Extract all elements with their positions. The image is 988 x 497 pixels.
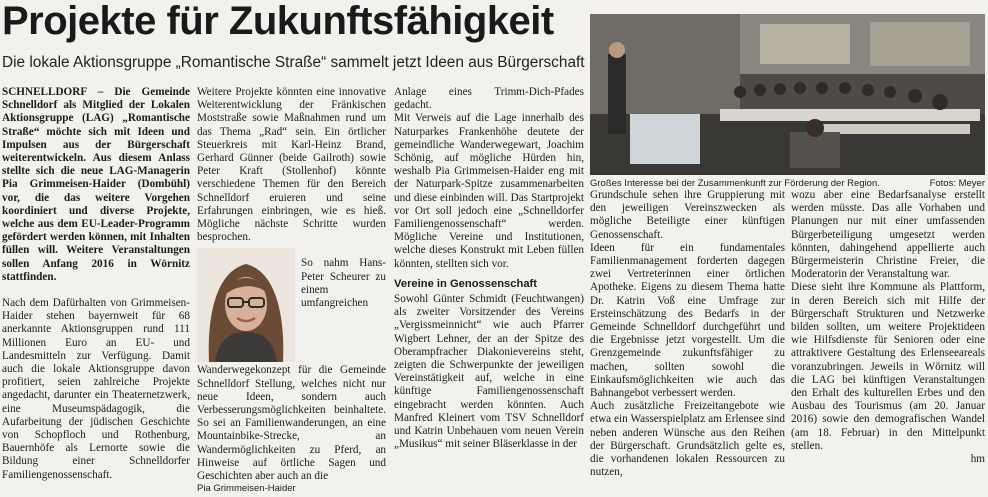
body-paragraph: Ideen für ein fundamentales Familienmanagement forderten dagegen zwei Vertreterinnen einer örtlichen Apotheke. Eigens zu diesem Thema hatte Dr. Katrin Voß eine Umfrage zur Ersteinschätzung des Bedarfs in der Gemeinde Schnelldorf durchgeführt und die Ergebnisse jetzt vorgestellt. Um die Grenzgemeinde zukunftsfähiger zu machen, sollten sowohl die Einkaufsmöglichkeiten wie auch das Bahnangebot verbessert werden.: [590, 241, 785, 400]
headline: Projekte für Zukunftsfähigkeit: [2, 0, 554, 43]
event-photo: [590, 14, 985, 175]
column-4: [590, 189, 785, 479]
column-5: [791, 189, 985, 466]
column-3: [394, 86, 584, 451]
body-paragraph: Auch zusätzliche Freizeitangebote wie etwa ein Wasserspielplatz am Erlensee sind neben anderen Wünsche aus den Reihen der Bürgerschaft. Grundsätzlich gelte es, die vorhandenen lokalen Ressourcen zu nutzen,: [590, 400, 785, 479]
photo-credit: Fotos: Meyer: [929, 178, 985, 189]
portrait-caption: Pia Grimmeisen-Haider: [197, 483, 296, 495]
author-signoff: hm: [970, 453, 985, 466]
body-paragraph: Weitere Projekte könnten eine innovative Weiterentwicklung der Fränkischen Moststraße sowie Maßnahmen rund um das Thema „Rad“ sein. Ein örtlicher Steuerkreis mit Karl-Heinz Brand, Gerhard Günner (beide Gailroth) sowie Peter Kraft (Stollenhof) könnte verschiedene Themen für den Bereich Schnelldorf eruieren und seine Erfahrungen einbringen, wie es hieß. Mögliche nächste Schritte wurden besprochen.: [197, 86, 386, 244]
body-paragraph: wozu aber eine Bedarfsanalyse erstellt werden müsste. Das alle Vorhaben und Planungen nur mit einer umfassenden Bürgerbeteiligung umgesetzt werden könnten, dahingehend appellierte auch Bürgermeisterin Christine Freier, die Moderatorin der Veranstaltung war.: [791, 189, 985, 281]
body-paragraph: Diese sieht ihre Kommune als Plattform, in deren Bereich sich mit Hilfe der Bürgerschaft Strukturen und Netzwerke bilden sollten, um weitere Projektideen wie Hilfsdienste für Senioren oder eine attraktivere Gestaltung des Erlenseeareals voranzubringen. Jeweils in Wörnitz will die LAG bei künftigen Veranstaltungen den Erhalt des kulturellen Erbes und den Ausbau des Tourismus (am 20. Januar 2016) sowie den demografischen Wandel (am 18. Februar) in den Mittelpunkt stellen.: [791, 281, 985, 452]
body-paragraph: Grundschule sehen ihre Gruppierung mit den jeweiligen Vereinszwecken als mögliche Beteiligte einer künftigen Genossenschaft.: [590, 189, 785, 241]
body-paragraph: So nahm Hans-Peter Scheurer zu einem umfangreichen Wanderwegekonzept für die Gemeinde Schnelldorf Stellung, welches nicht nur neue Ideen, sondern auch Verbesserungsmöglichkeiten beinhaltete. So sei an Familienwanderungen, an eine Mountainbike-Strecke, an Wandermöglichkeiten zu Pferd, an Hinweise auf örtliche Sagen und Geschichten aber auch an die: [197, 257, 386, 483]
column-1: [2, 86, 190, 482]
body-paragraph: Mit Verweis auf die Lage innerhalb des Naturparkes Frankenhöhe deutete der gemeindliche Wanderwegewart, Joachim Schönig, auf mögliche Hürden hin, weshalb Pia Grimmeisen-Haider eng mit der Naturpark-Spitze zusammenarbeiten und diese einbinden will. Das Startprojekt vor Ort soll jedoch eine „Schnelldorfer Familiengenossenschaft“ werden. Mögliche Vereine und Institutionen, welche dieses Konstrukt mit Leben füllen könnten, stellten sich vor.: [394, 112, 584, 270]
lead-paragraph: SCHNELLDORF – Die Gemeinde Schnelldorf als Mitglied der Lokalen Aktionsgruppe (LAG) „Romantische Straße“ möchte sich mit Ideen und Impulsen aus der Bürgerschaft weiterentwickeln. Aus diesem Anlass stellte sich die neue LAG-Managerin Pia Grimmeisen-Haider (Dombühl) vor, die das weitere Vorgehen koordiniert und diverse Projekte, welche aus dem EU-Leader-Programm gefördert werden können, mit Inhalten füllen will. Weitere Veranstaltungen sollen Anfang 2016 in Wörnitz stattfinden.: [2, 86, 190, 283]
section-subheading: Vereine in Genossenschaft: [394, 277, 538, 290]
portrait-photo: [197, 248, 295, 362]
column-2: [197, 86, 386, 497]
subheadline: Die lokale Aktionsgruppe „Romantische Straße“ sammelt jetzt Ideen aus Bürgerschaft: [2, 54, 585, 71]
body-paragraph: Sowohl Günter Schmidt (Feuchtwangen) als zweiter Vorsitzender des Vereins „Vergissmeinnicht“ wie auch Pfarrer Wigbert Lehner, der an der Spitze des Oberampfracher Diakonievereins steht, zeigten die Schwerpunkte der jeweiligen Vereinstätigkeit auf, welche in eine künftige Familiengenossenschaft eingebracht werden könnten. Auch Manfred Kleinert vom TSV Schnelldorf und Katrin Unbehauen vom neuen Verein „Musikus“ mit seiner Bläserklasse in der: [394, 293, 584, 451]
body-paragraph: Anlage eines Trimm-Dich-Pfades gedacht.: [394, 86, 584, 112]
body-paragraph: Nach dem Dafürhalten von Grimmeisen-Haider stehen bayernweit für 68 anerkannte Aktionsgruppen rund 111 Millionen Euro an EU- und Landesmitteln zur Verfügung. Damit auch die lokale Aktionsgruppe davon profitiert, seien zahlreiche Projekte angedacht, darunter ein Theaternetzwerk, eine Museumspädagogik, die Aufarbeitung der jüdischen Geschichte von Schopfloch und Rothenburg, Bauernhöfe als Lernorte sowie die Bildung einer Schnelldorfer Familiengenossenschaft.: [2, 297, 190, 481]
photo-caption-text: Großes Interesse bei der Zusammenkunft zur Förderung der Region.: [590, 178, 880, 189]
